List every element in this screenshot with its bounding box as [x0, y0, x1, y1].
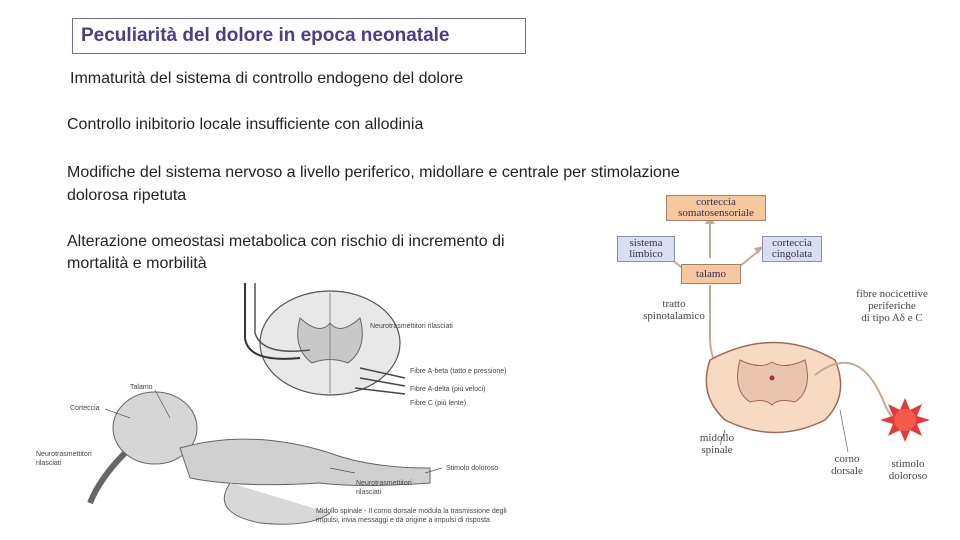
bullet-4-line-2: mortalità e morbilità — [67, 255, 207, 272]
label-fibre-nocicettive-line-2: periferiche — [868, 300, 916, 312]
label-neurotrasmettitori-top: Neurotrasmettitori rilasciati — [370, 323, 453, 330]
bullet-3-line-2: dolorosa ripetuta — [67, 187, 187, 204]
infant-figure — [90, 392, 430, 524]
label-talamo-left: Talamo — [130, 384, 153, 391]
label-midollo-spinale — [690, 432, 744, 456]
label-fibre-nocicettive-line-3: di tipo Aδ e C — [861, 312, 923, 324]
label-midollo-caption-1: Midollo spinale - Il corno dorsale modula la trasmissione degli — [316, 508, 507, 515]
box-corteccia-cingolata-line-1: corteccia — [772, 237, 812, 249]
label-midollo-caption-2: impulsi, invia messaggi e dà origine a impulsi di risposta — [316, 517, 490, 524]
label-midollo-spinale-line-2: spinale — [701, 444, 733, 456]
box-corteccia-somatosensoriale — [666, 195, 766, 221]
label-corno-dorsale — [822, 453, 872, 477]
label-tratto-spinotalamico-line-1: tratto — [662, 298, 686, 310]
box-corteccia-cingolata — [762, 236, 822, 262]
label-midollo-spinale-line-1: midollo — [699, 432, 735, 444]
infant-pain-illustration — [30, 278, 520, 538]
label-stimolo-doloroso-left: Stimolo doloroso — [446, 465, 499, 472]
pain-stimulus-burst — [880, 398, 930, 442]
label-stimolo-doloroso-right-line-1: stimolo — [891, 458, 925, 470]
bullet-1: Immaturità del sistema di controllo endogeno del dolore — [70, 70, 464, 87]
label-tratto-spinotalamico-line-2: spinotalamico — [643, 310, 705, 322]
box-sistema-limbico — [617, 236, 675, 262]
label-stimolo-doloroso-right-line-2: doloroso — [888, 470, 928, 482]
label-neurotrasmettitori-left-2: rilasciati — [36, 460, 62, 467]
pain-pathway-diagram — [600, 190, 950, 490]
label-stimolo-doloroso-right — [878, 458, 938, 482]
label-fibre-adelta: Fibre A-delta (più veloci) — [410, 386, 486, 393]
label-fibre-nocicettive — [842, 288, 942, 324]
label-corno-dorsale-line-1: corno — [834, 453, 860, 465]
label-tratto-spinotalamico — [634, 298, 714, 322]
label-fibre-c: Fibre C (più lente) — [410, 400, 467, 407]
label-corno-dorsale-line-2: dorsale — [831, 465, 863, 477]
box-talamo: talamo — [681, 264, 741, 284]
label-corteccia-left: Corteccia — [70, 405, 100, 412]
label-neurotrasmettitori-bottom-1: Neurotrasmettitori — [356, 480, 412, 487]
label-fibre-abeta: Fibre A-beta (tatto e pressione) — [410, 368, 507, 375]
bullet-3-line-1: Modifiche del sistema nervoso a livello periferico, midollare e centrale per stimolazione — [67, 164, 680, 181]
box-sistema-limbico-line-1: sistema — [629, 237, 663, 249]
title-box — [72, 18, 526, 54]
box-corteccia-somatosensoriale-line-1: corteccia — [696, 196, 736, 208]
box-corteccia-cingolata-line-2: cingolata — [771, 248, 813, 260]
page-title: Peculiarità del dolore in epoca neonatale — [81, 25, 450, 46]
spinal-cord-section-right — [706, 343, 840, 433]
spinal-cord-section-left — [260, 291, 400, 395]
label-fibre-nocicettive-line-1: fibre nocicettive — [856, 288, 928, 300]
bullet-4-line-1: Alterazione omeostasi metabolica con rischio di incremento di — [67, 233, 505, 250]
box-corteccia-somatosensoriale-line-2: somatosensoriale — [678, 207, 754, 219]
label-neurotrasmettitori-left-1: Neurotrasmettitori — [36, 451, 92, 458]
box-sistema-limbico-line-2: limbico — [629, 248, 663, 260]
bullet-2: Controllo inibitorio locale insufficiente con allodinia — [67, 116, 424, 133]
label-neurotrasmettitori-bottom-2: rilasciati — [356, 489, 382, 496]
